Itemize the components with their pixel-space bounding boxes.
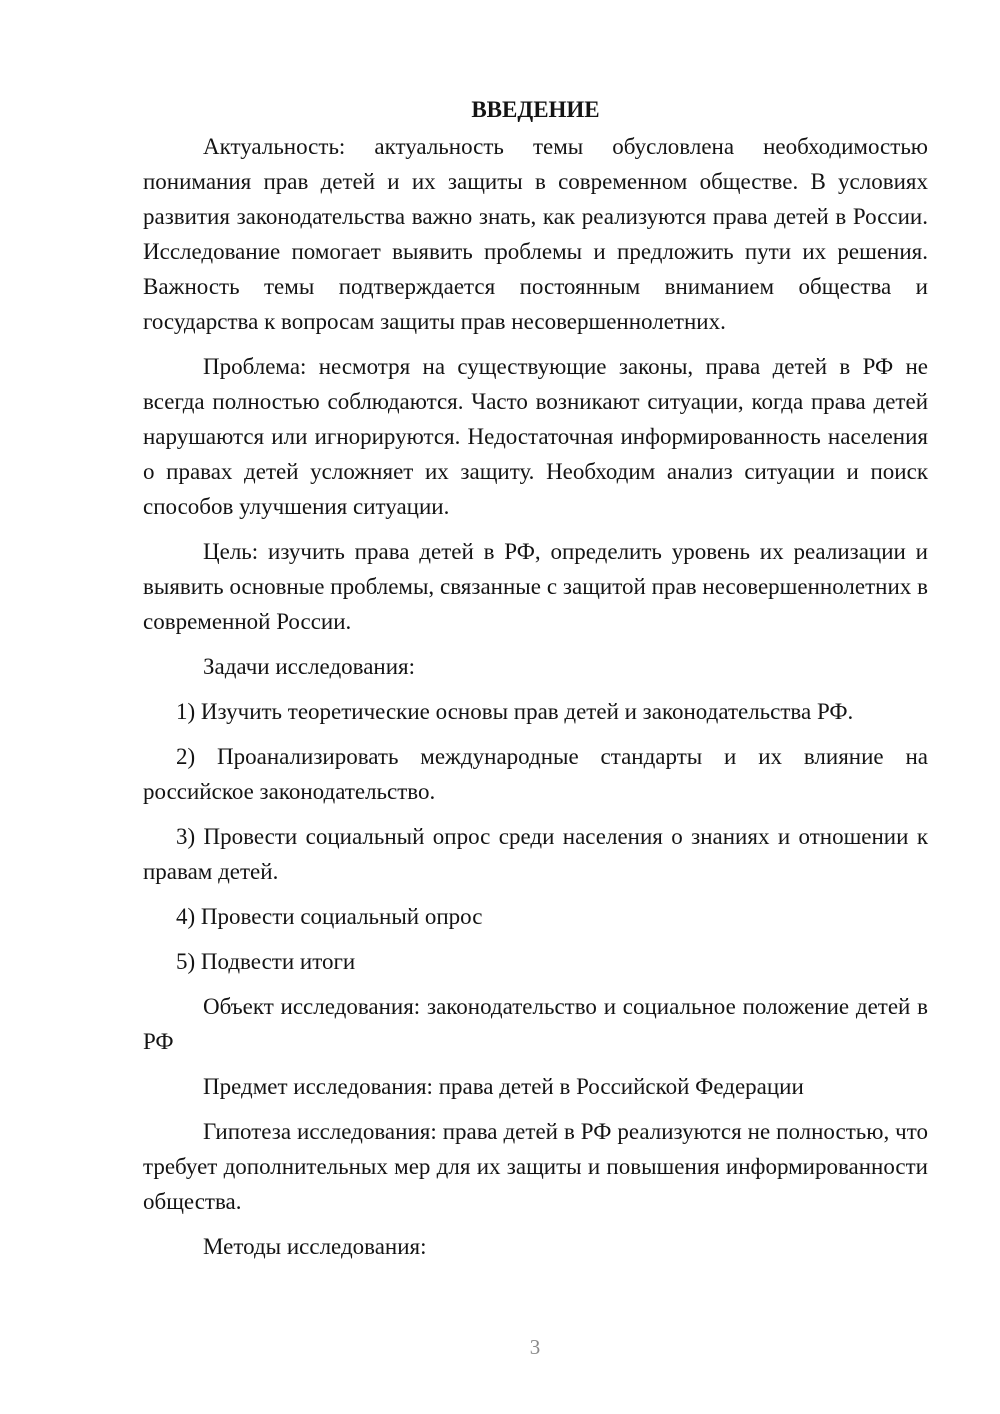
task-item-3: 3) Провести социальный опрос среди населения о знаниях и отношении к правам детей.: [143, 824, 928, 884]
subject-paragraph: Предмет исследования: права детей в Российской Федерации: [203, 1074, 804, 1099]
page-content: [143, 92, 928, 1274]
problem-paragraph: Проблема: несмотря на существующие законы, права детей в РФ не всегда полностью соблюдаются. Часто возникают ситуации, когда права детей нарушаются или игнорируются. Недостаточная информированность населения о правах детей усложняет их защиту. Необходим анализ ситуации и поиск способов улучшения ситуации.: [143, 354, 928, 519]
task-item-2: 2) Проанализировать международные стандарты и их влияние на российское законодательство.: [143, 744, 928, 804]
section-heading: ВВЕДЕНИЕ: [471, 97, 600, 122]
page-number: 3: [529, 1335, 541, 1359]
task-item-4: 4) Провести социальный опрос: [176, 904, 483, 929]
object-paragraph: Объект исследования: законодательство и социальное положение детей в РФ: [143, 994, 928, 1054]
methods-paragraph: Методы исследования:: [203, 1234, 427, 1259]
relevance-paragraph: Актуальность: актуальность темы обусловлена необходимостью понимания прав детей и их защиты в современном обществе. В условиях развития законодательства важно знать, как реализуются права детей в России. Исследование помогает выявить проблемы и предложить пути их решения. Важность темы подтверждается постоянным вниманием общества и государства к вопросам защиты прав несовершеннолетних.: [143, 134, 928, 334]
goal-paragraph: Цель: изучить права детей в РФ, определить уровень их реализации и выявить основные проблемы, связанные с защитой прав несовершеннолетних в современной России.: [143, 539, 928, 634]
tasks-title: Задачи исследования:: [203, 654, 416, 679]
task-item-5: 5) Подвести итоги: [176, 949, 356, 974]
hypothesis-paragraph: Гипотеза исследования: права детей в РФ реализуются не полностью, что требует дополнительных мер для их защиты и повышения информированности общества.: [143, 1119, 928, 1214]
task-item-1: 1) Изучить теоретические основы прав детей и законодательства РФ.: [176, 699, 854, 724]
